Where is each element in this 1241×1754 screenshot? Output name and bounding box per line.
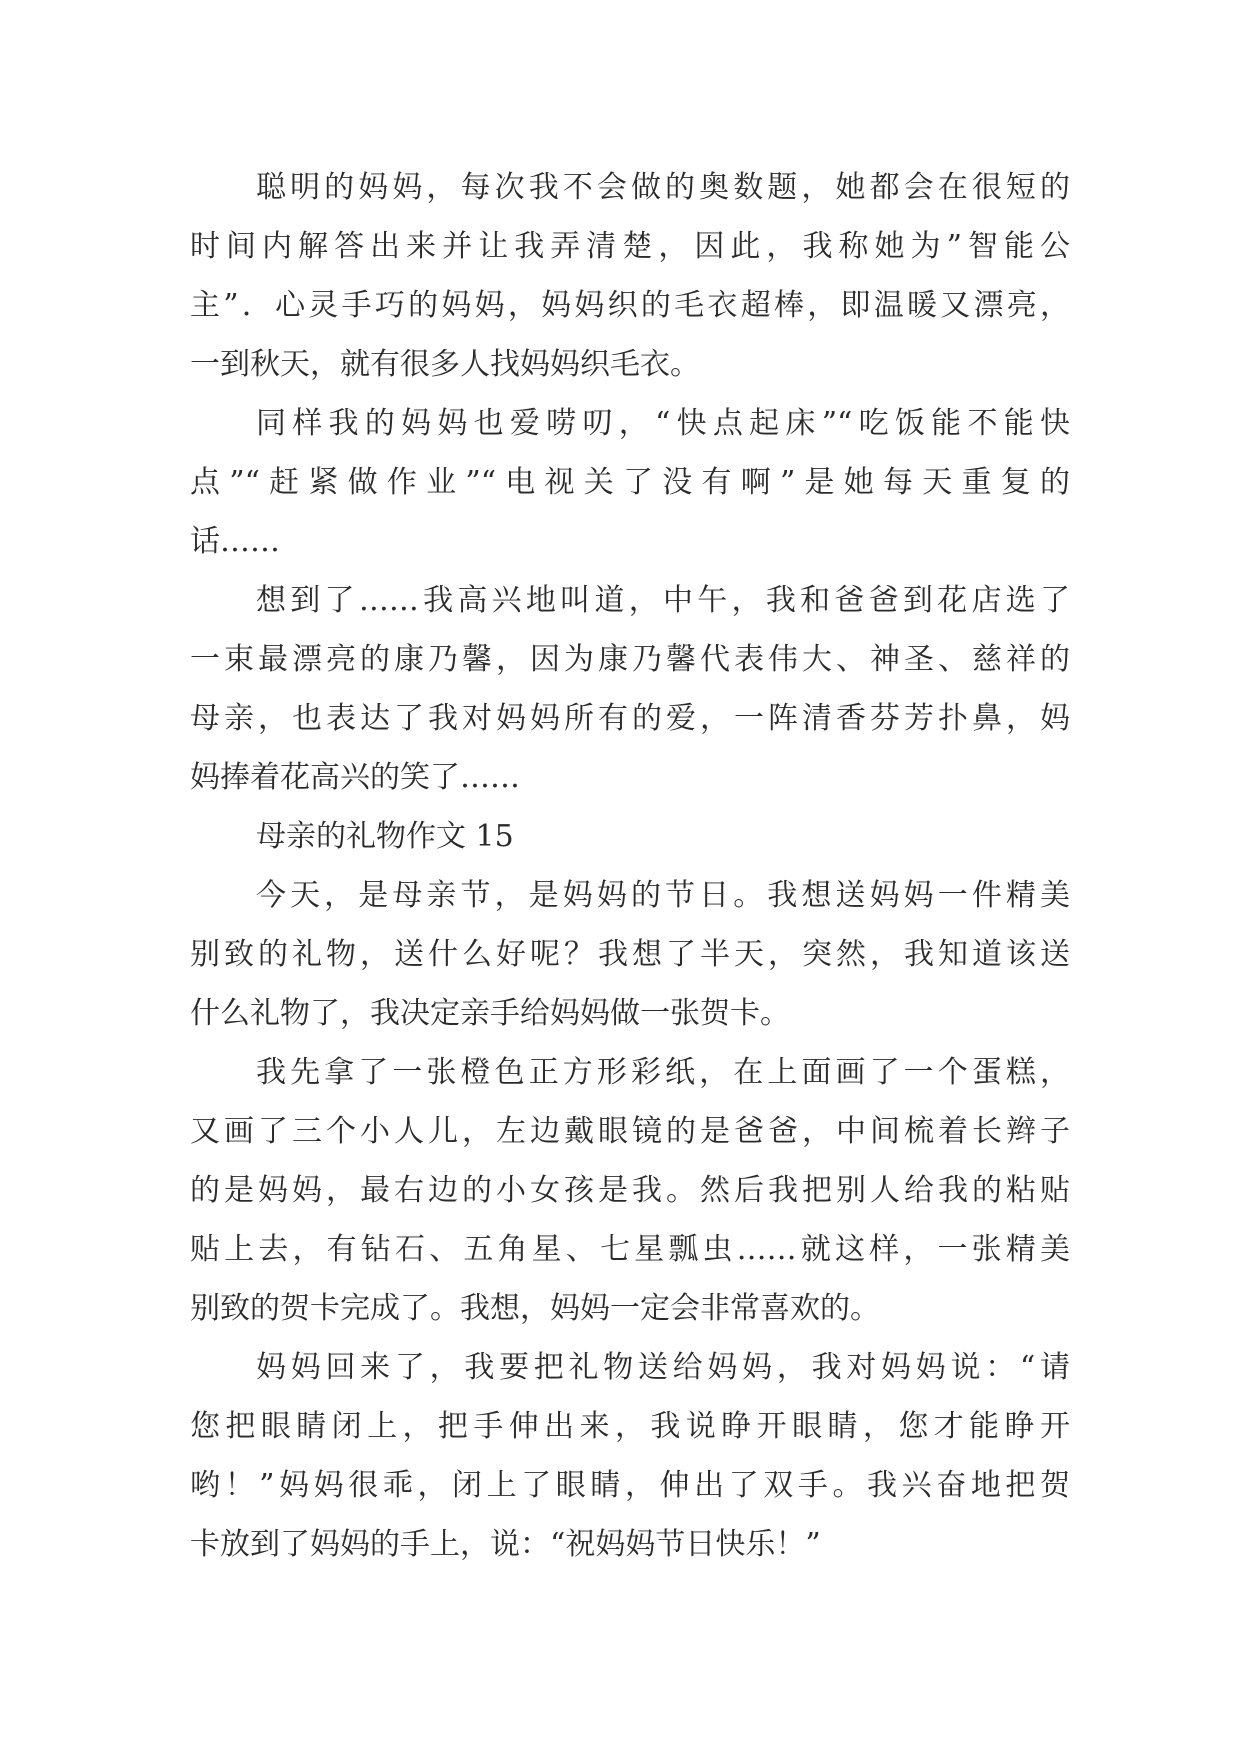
text-line-4: 一到秋天，就有很多人找妈妈织毛衣。 — [190, 347, 700, 382]
text-line-9: 一束最漂亮的康乃馨，因为康乃馨代表伟大、神圣、慈祥的 — [190, 642, 1070, 677]
text-line-14: 别致的礼物，送什么好呢？我想了半天，突然，我知道该送 — [190, 937, 1070, 972]
text-line-24: 卡放到了妈妈的手上，说：“祝妈妈节日快乐！” — [190, 1527, 821, 1562]
text-line-17: 又画了三个小人儿，左边戴眼镜的是爸爸，中间梳着长辫子 — [190, 1114, 1070, 1149]
text-line-3: 主”．心灵手巧的妈妈，妈妈织的毛衣超棒，即温暖又漂亮， — [190, 288, 1070, 323]
text-line-8: 想到了……我高兴地叫道，中午，我和爸爸到花店选了 — [256, 583, 1070, 618]
text-line-13: 今天，是母亲节，是妈妈的节日。我想送妈妈一件精美 — [256, 878, 1070, 913]
text-line-22: 您把眼睛闭上，把手伸出来，我说睁开眼睛，您才能睁开 — [190, 1409, 1070, 1444]
text-line-23: 哟！”妈妈很乖，闭上了眼睛，伸出了双手。我兴奋地把贺 — [190, 1468, 1070, 1503]
text-line-2: 时间内解答出来并让我弄清楚，因此，我称她为”智能公 — [190, 229, 1070, 264]
text-line-15: 什么礼物了，我决定亲手给妈妈做一张贺卡。 — [190, 996, 790, 1031]
text-line-19: 贴上去，有钻石、五角星、七星瓢虫……就这样，一张精美 — [190, 1232, 1070, 1267]
text-line-16: 我先拿了一张橙色正方形彩纸，在上面画了一个蛋糕， — [256, 1055, 1070, 1090]
text-line-10: 母亲，也表达了我对妈妈所有的爱，一阵清香芬芳扑鼻，妈 — [190, 701, 1070, 736]
text-line-11: 妈捧着花高兴的笑了…… — [190, 760, 520, 795]
text-line-18: 的是妈妈，最右边的小女孩是我。然后我把别人给我的粘贴 — [190, 1173, 1070, 1208]
text-line-20: 别致的贺卡完成了。我想，妈妈一定会非常喜欢的。 — [190, 1291, 880, 1326]
text-line-6: 点”“赶紧做作业”“电视关了没有啊”是她每天重复的 — [190, 465, 1070, 500]
section-heading: 母亲的礼物作文 15 — [256, 819, 514, 854]
text-line-21: 妈妈回来了，我要把礼物送给妈妈，我对妈妈说：“请 — [256, 1350, 1070, 1385]
text-line-5: 同样我的妈妈也爱唠叨，“快点起床”“吃饭能不能快 — [256, 406, 1070, 441]
text-line-1: 聪明的妈妈，每次我不会做的奥数题，她都会在很短的 — [256, 170, 1070, 205]
text-line-7: 话…… — [190, 524, 280, 559]
